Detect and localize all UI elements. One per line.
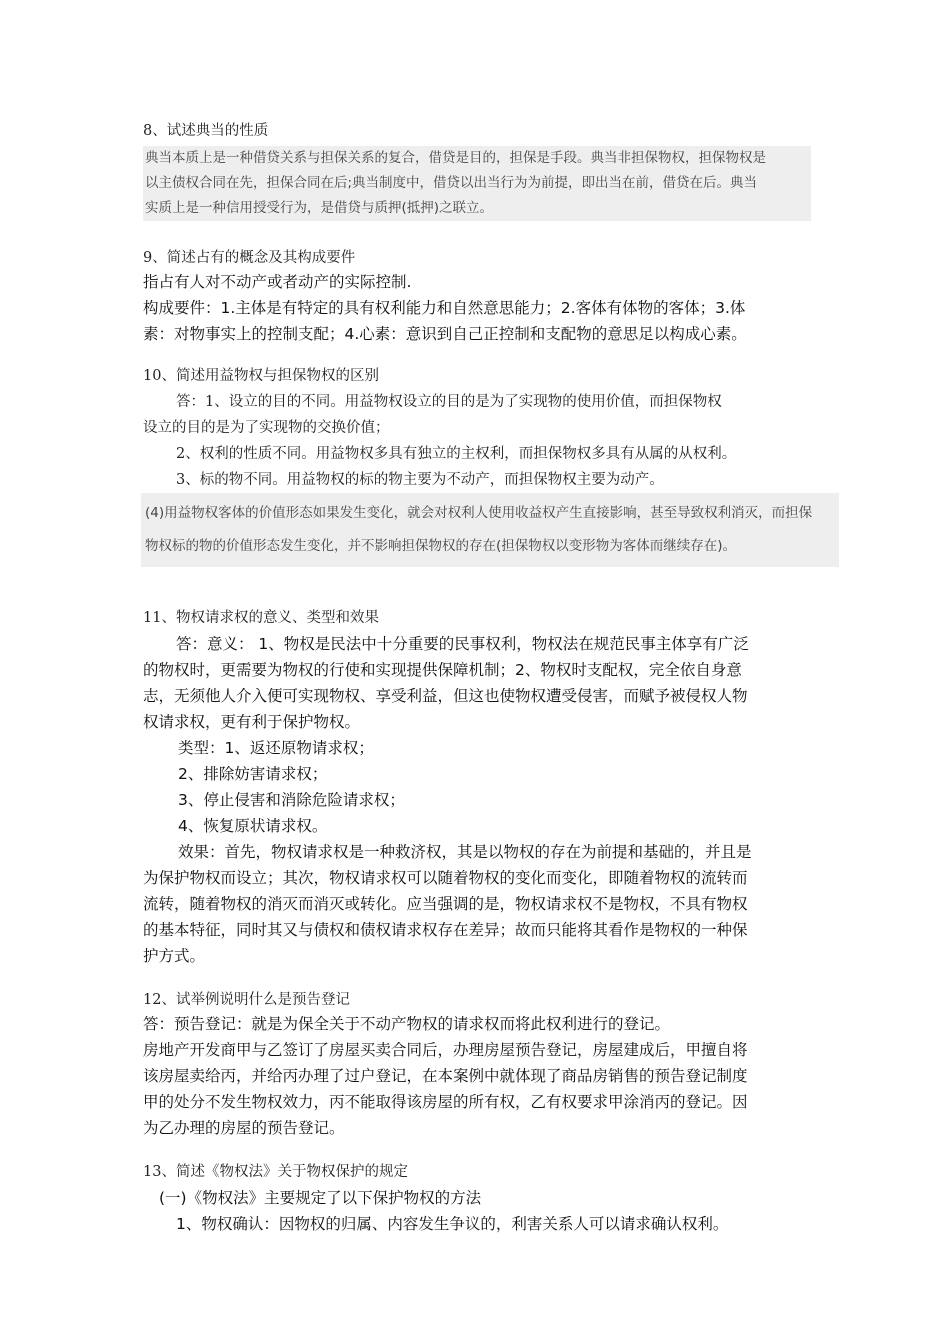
paragraph-line: 答：1、设立的目的不同。用益物权设立的目的是为了实现物的使用价值，而担保物权 (176, 394, 722, 410)
document-content (143, 120, 833, 1237)
paragraph-line: 指占有人对不动产或者动产的实际控制. (143, 273, 412, 291)
paragraph-line: 房地产开发商甲与乙签订了房屋买卖合同后，办理房屋预告登记，房屋建成后，甲擅自将 (143, 1041, 748, 1059)
paragraph-line: 流转，随着物权的消灭而消灭或转化。应当强调的是，物权请求权不是物权，不具有物权 (143, 895, 748, 913)
paragraph-line: 为乙办理的房屋的预告登记。 (143, 1119, 345, 1137)
question-title: 9、简述占有的概念及其构成要件 (143, 250, 356, 266)
section-9 (143, 247, 833, 347)
question-title: 12、试举例说明什么是预告登记 (143, 992, 350, 1008)
paragraph-line: 构成要件：1.主体是有特定的具有权利能力和自然意思能力；2.客体有体物的客体；3.体 (143, 299, 746, 317)
paragraph-line: 甲的处分不发生物权效力，丙不能取得该房屋的所有权，乙有权要求甲涂消丙的登记。因 (143, 1093, 748, 1111)
paragraph-line: 志，无须他人介入便可实现物权、享受利益，但这也使物权遭受侵害，而赋予被侵权人物 (143, 687, 748, 705)
section-11 (143, 607, 833, 969)
paragraph-line: 以主债权合同在先，担保合同在后;典当制度中，借贷以出当行为为前提，即出当在前，借贷在后。典当 (145, 175, 758, 191)
section-10 (143, 365, 833, 567)
paragraph-line: 的基本特征，同时其又与债权和债权请求权存在差异；故而只能将其看作是物权的一种保 (143, 921, 748, 939)
list-item: 类型：1、返还原物请求权； (178, 739, 374, 757)
paragraph-line: 物权标的物的价值形态发生变化，并不影响担保物权的存在(担保物权以变形物为客体而继续存在)。 (145, 538, 737, 554)
paragraph-line: 3、标的物不同。用益物权的标的物主要为不动产，而担保物权主要为动产。 (176, 472, 664, 488)
paragraph-line: 素：对物事实上的控制支配；4.心素：意识到自己正控制和支配物的意思足以构成心素。 (143, 325, 747, 343)
section-12 (143, 989, 833, 1141)
pasted-screenshot-block (143, 146, 811, 221)
paragraph-line: 权请求权，更有利于保护物权。 (143, 713, 361, 731)
paragraph-line: 答：意义： 1、物权是民法中十分重要的民事权利，物权法在规范民事主体享有广泛 (176, 635, 749, 653)
paragraph-line: 为保护物权而设立；其次，物权请求权可以随着物权的变化而变化，即随着物权的流转而 (143, 869, 748, 887)
paragraph-line: 1、物权确认：因物权的归属、内容发生争议的，利害关系人可以请求确认权利。 (176, 1215, 729, 1233)
paragraph-line: 效果：首先，物权请求权是一种救济权，其是以物权的存在为前提和基础的，并且是 (178, 843, 752, 861)
paragraph-line: 设立的目的是为了实现物的交换价值； (143, 420, 390, 436)
paragraph-line: 典当本质上是一种借贷关系与担保关系的复合，借贷是目的，担保是手段。典当非担保物权，担保物权是 (145, 150, 766, 166)
paragraph-line: 该房屋卖给丙，并给丙办理了过户登记，在本案例中就体现了商品房销售的预告登记制度 (143, 1067, 748, 1085)
paragraph-line: 答：预告登记：就是为保全关于不动产物权的请求权而将此权利进行的登记。 (143, 1015, 671, 1033)
paragraph-line: (4)用益物权客体的价值形态如果发生变化，就会对权利人使用收益权产生直接影响，甚至导致权利消灭，而担保 (145, 505, 813, 521)
section-8 (143, 120, 833, 221)
question-title: 11、物权请求权的意义、类型和效果 (143, 610, 379, 626)
list-item: 3、停止侵害和消除危险请求权； (178, 791, 405, 809)
question-title: 13、简述《物权法》关于物权保护的规定 (143, 1164, 408, 1180)
list-item: 4、恢复原状请求权。 (178, 817, 328, 835)
section-13 (143, 1161, 833, 1237)
question-title: 8、试述典当的性质 (143, 123, 269, 139)
paragraph-line: 护方式。 (143, 947, 206, 965)
paragraph-line: 实质上是一种信用授受行为，是借贷与质押(抵押)之联立。 (145, 200, 494, 216)
list-item: 2、排除妨害请求权； (178, 765, 328, 783)
paragraph-line: 的物权时，更需要为物权的行使和实现提供保障机制；2、物权时支配权，完全依自身意 (143, 661, 742, 679)
paragraph-line: (一)《物权法》主要规定了以下保护物权的方法 (159, 1189, 482, 1207)
pasted-screenshot-block (141, 493, 839, 567)
paragraph-line: 2、权利的性质不同。用益物权多具有独立的主权利，而担保物权多具有从属的从权利。 (176, 446, 737, 462)
question-title: 10、简述用益物权与担保物权的区别 (143, 368, 379, 384)
